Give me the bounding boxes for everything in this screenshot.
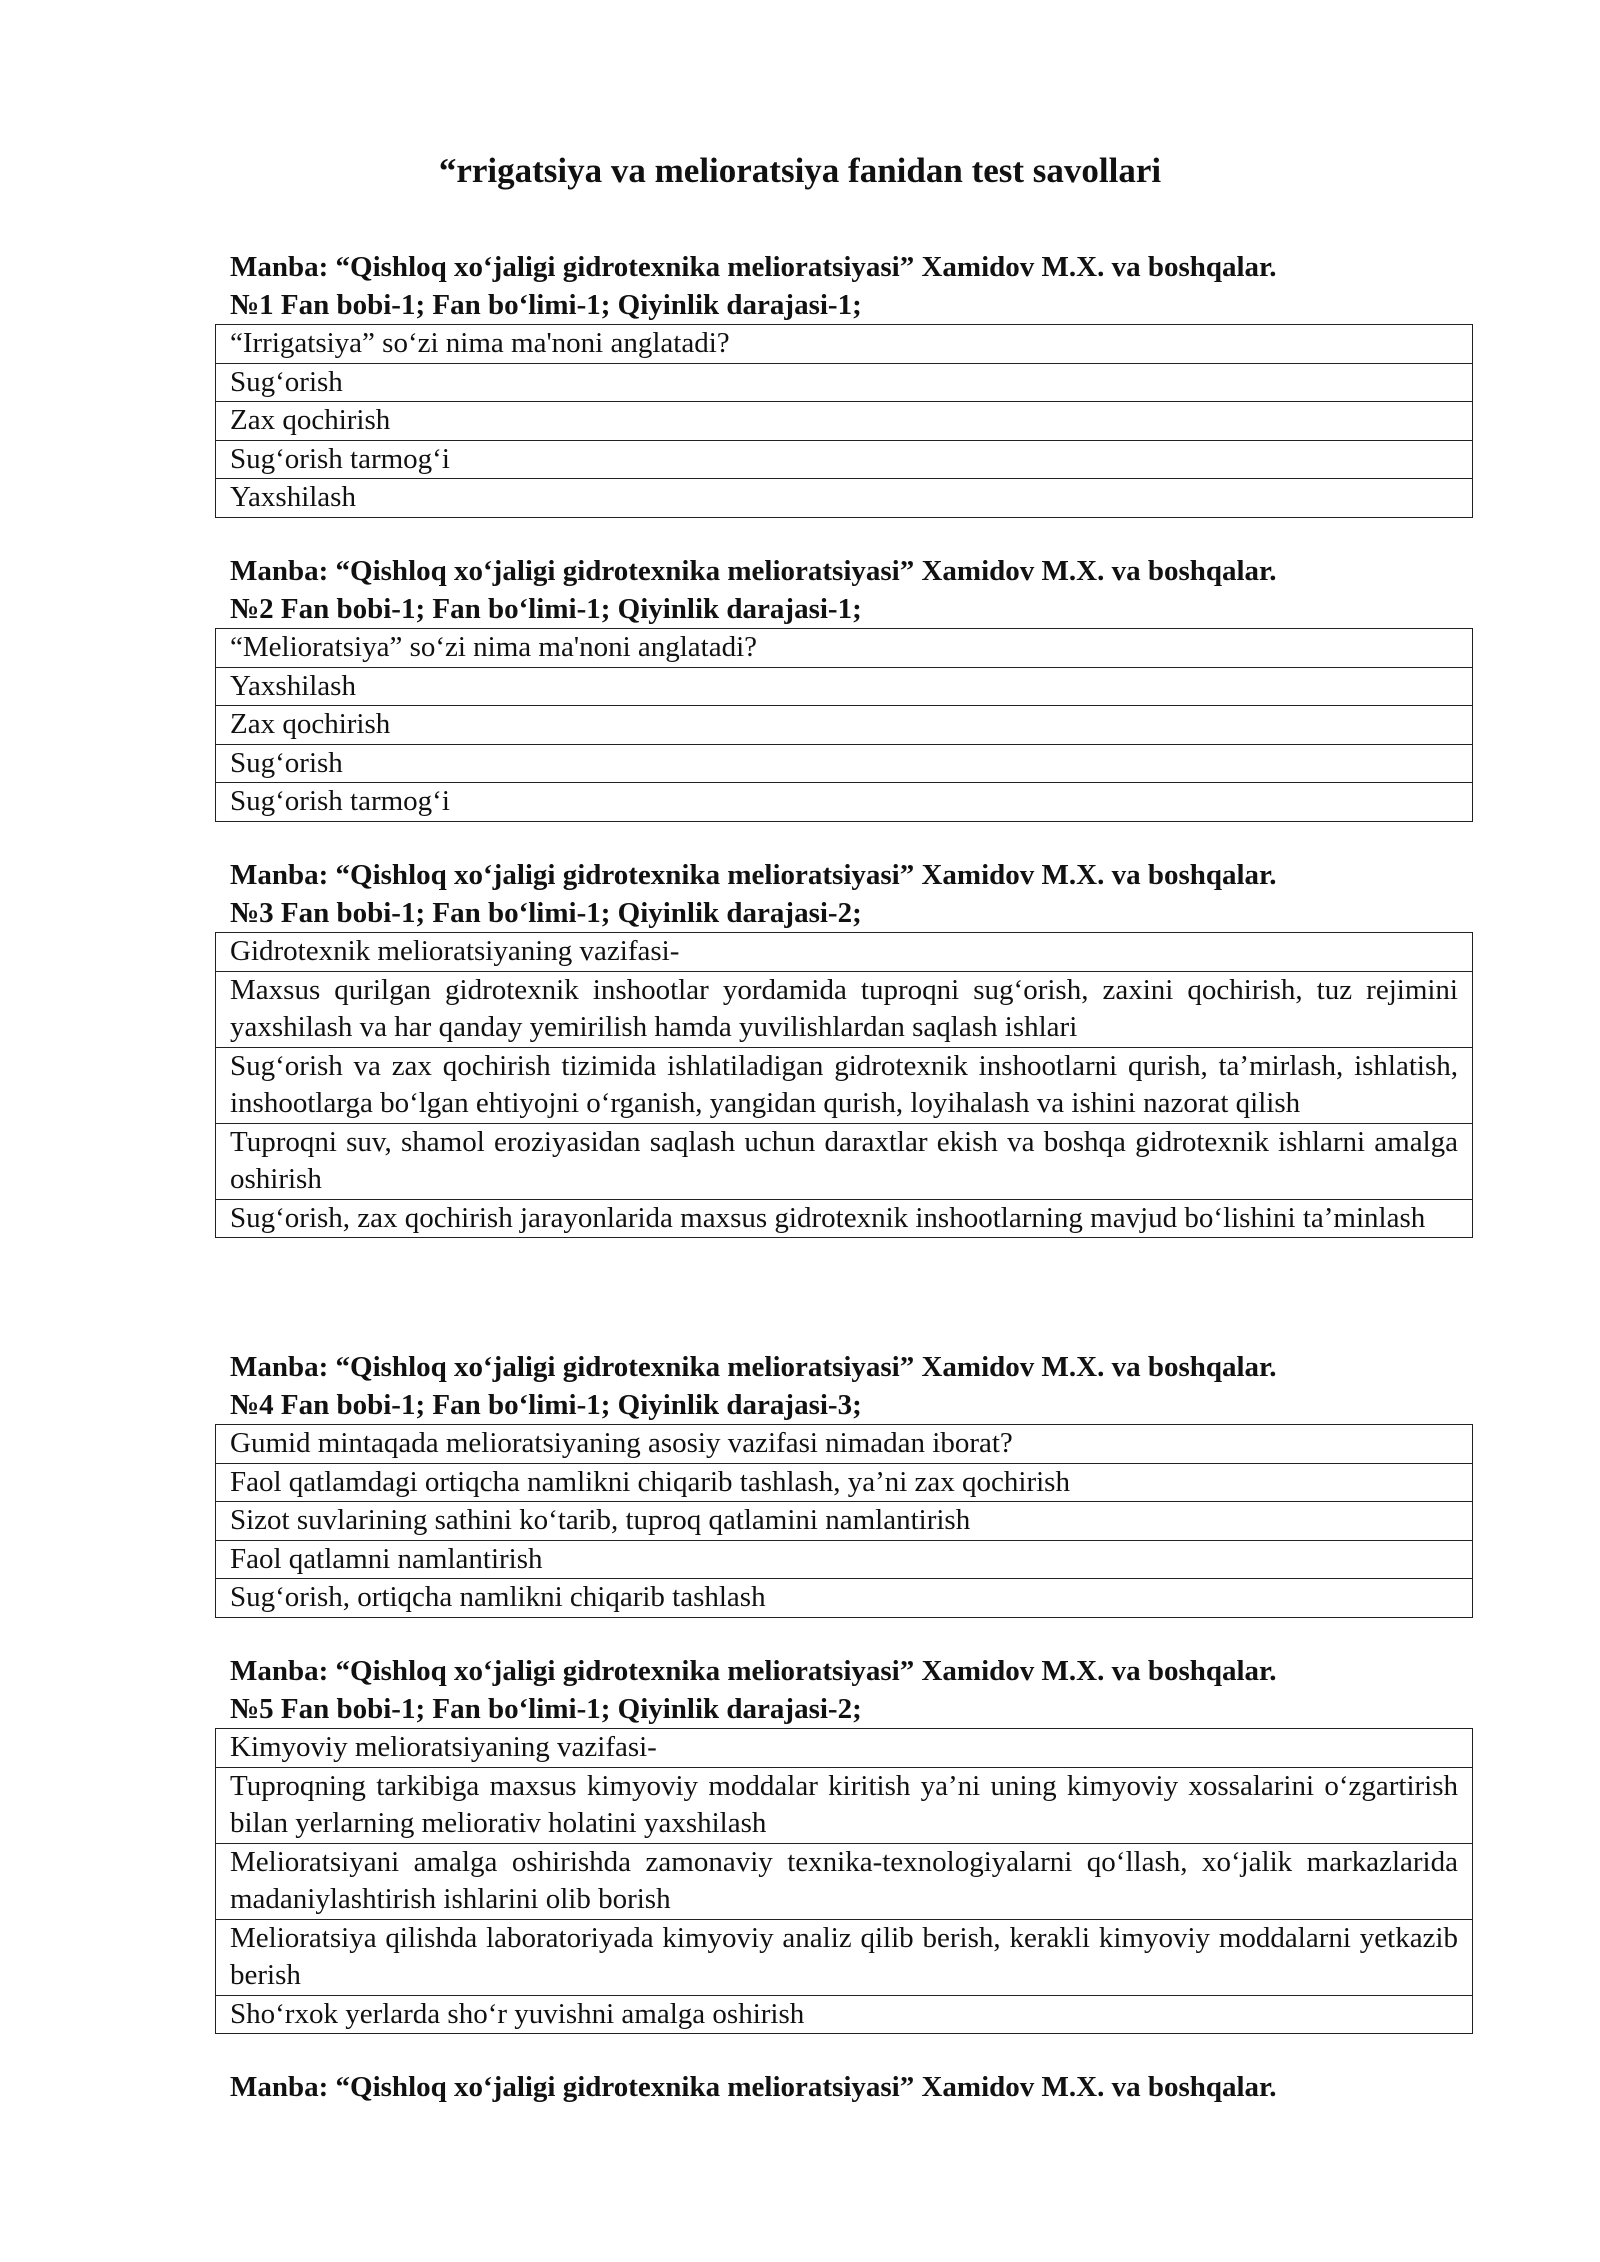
answer-option-2: Zax qochirish (216, 402, 1473, 441)
question-table (215, 1728, 1473, 2034)
document-title: “rrigatsiya va melioratsiya fanidan test savollari (438, 151, 1162, 190)
question-text: Gumid mintaqada melioratsiyaning asosiy vazifasi nimadan iborat? (216, 1425, 1473, 1464)
answer-option-1: Sug‘orish (216, 363, 1473, 402)
question-text: Kimyoviy melioratsiyaning vazifasi- (216, 1729, 1473, 1768)
question-table (215, 1424, 1473, 1618)
answer-option-3: Melioratsiya qilishda laboratoriyada kimyoviy analiz qilib berish, kerakli kimyoviy moddalarni yetkazib berish (216, 1919, 1473, 1995)
question-source: Manba: “Qishloq xo‘jaligi gidrotexnika melioratsiyasi” Xamidov M.X. va boshqalar. (230, 1655, 1277, 1687)
question-meta: №4 Fan bobi-1; Fan bo‘limi-1; Qiyinlik darajasi-3; (230, 1389, 862, 1421)
question-block-1 (215, 248, 1473, 518)
question-text: “Melioratsiya” so‘zi nima ma'noni anglatadi? (216, 629, 1473, 668)
answer-option-3: Tuproqni suv, shamol eroziyasidan saqlash uchun daraxtlar ekish va boshqa gidrotexnik ishlarni amalga oshirish (216, 1123, 1473, 1199)
answer-option-1: Maxsus qurilgan gidrotexnik inshootlar yordamida tuproqni sug‘orish, zaxini qochirish, tuz rejimini yaxshilash va har qanday yemirilish hamda yuvilishlardan saqlash ishlari (216, 971, 1473, 1047)
question-block-4 (215, 1348, 1473, 1618)
answer-option-2: Sizot suvlarining sathini ko‘tarib, tuproq qatlamini namlantirish (216, 1502, 1473, 1541)
answer-option-1: Tuproqning tarkibiga maxsus kimyoviy moddalar kiritish ya’ni uning kimyoviy xossalarini o‘zgartirish bilan yerlarning meliorativ holatini yaxshilash (216, 1767, 1473, 1843)
answer-option-4: Sug‘orish, ortiqcha namlikni chiqarib tashlash (216, 1579, 1473, 1618)
question-block-3 (215, 856, 1473, 1238)
answer-option-1: Faol qatlamdagi ortiqcha namlikni chiqarib tashlash, ya’ni zax qochirish (216, 1463, 1473, 1502)
answer-option-3: Sug‘orish (216, 744, 1473, 783)
answer-option-4: Yaxshilash (216, 479, 1473, 518)
question-source: Manba: “Qishloq xo‘jaligi gidrotexnika melioratsiyasi” Xamidov M.X. va boshqalar. (230, 251, 1277, 283)
answer-option-2: Melioratsiyani amalga oshirishda zamonaviy texnika-texnologiyalarni qo‘llash, xo‘jalik markazlarida madaniylashtirish ishlarini olib borish (216, 1843, 1473, 1919)
answer-option-2: Zax qochirish (216, 706, 1473, 745)
answer-option-4: Sho‘rxok yerlarda sho‘r yuvishni amalga oshirish (216, 1995, 1473, 2034)
question-source: Manba: “Qishloq xo‘jaligi gidrotexnika melioratsiyasi” Xamidov M.X. va boshqalar. (230, 1351, 1277, 1383)
question-block-6 (215, 2068, 1473, 2106)
question-table (215, 324, 1473, 518)
answer-option-4: Sug‘orish, zax qochirish jarayonlarida maxsus gidrotexnik inshootlarning mavjud bo‘lishini ta’minlash (216, 1199, 1473, 1238)
question-meta: №1 Fan bobi-1; Fan bo‘limi-1; Qiyinlik darajasi-1; (230, 289, 862, 321)
answer-option-3: Faol qatlamni namlantirish (216, 1540, 1473, 1579)
question-meta: №3 Fan bobi-1; Fan bo‘limi-1; Qiyinlik darajasi-2; (230, 897, 862, 929)
answer-option-4: Sug‘orish tarmog‘i (216, 783, 1473, 822)
question-table (215, 932, 1473, 1238)
question-meta: №5 Fan bobi-1; Fan bo‘limi-1; Qiyinlik darajasi-2; (230, 1693, 862, 1725)
question-text: “Irrigatsiya” so‘zi nima ma'noni anglatadi? (216, 325, 1473, 364)
question-block-2 (215, 552, 1473, 822)
answer-option-3: Sug‘orish tarmog‘i (216, 440, 1473, 479)
question-table (215, 628, 1473, 822)
question-source: Manba: “Qishloq xo‘jaligi gidrotexnika melioratsiyasi” Xamidov M.X. va boshqalar. (230, 2071, 1277, 2103)
answer-option-2: Sug‘orish va zax qochirish tizimida ishlatiladigan gidrotexnik inshootlarni qurish, ta’mirlash, ishlatish, inshootlarga bo‘lgan ehtiyojni o‘rganish, yangidan qurish, loyihalash va ishini nazorat qilish (216, 1047, 1473, 1123)
question-source: Manba: “Qishloq xo‘jaligi gidrotexnika melioratsiyasi” Xamidov M.X. va boshqalar. (230, 555, 1277, 587)
question-block-5 (215, 1652, 1473, 2034)
answer-option-1: Yaxshilash (216, 667, 1473, 706)
question-text: Gidrotexnik melioratsiyaning vazifasi- (216, 933, 1473, 972)
question-source: Manba: “Qishloq xo‘jaligi gidrotexnika melioratsiyasi” Xamidov M.X. va boshqalar. (230, 859, 1277, 891)
question-meta: №2 Fan bobi-1; Fan bo‘limi-1; Qiyinlik darajasi-1; (230, 593, 862, 625)
